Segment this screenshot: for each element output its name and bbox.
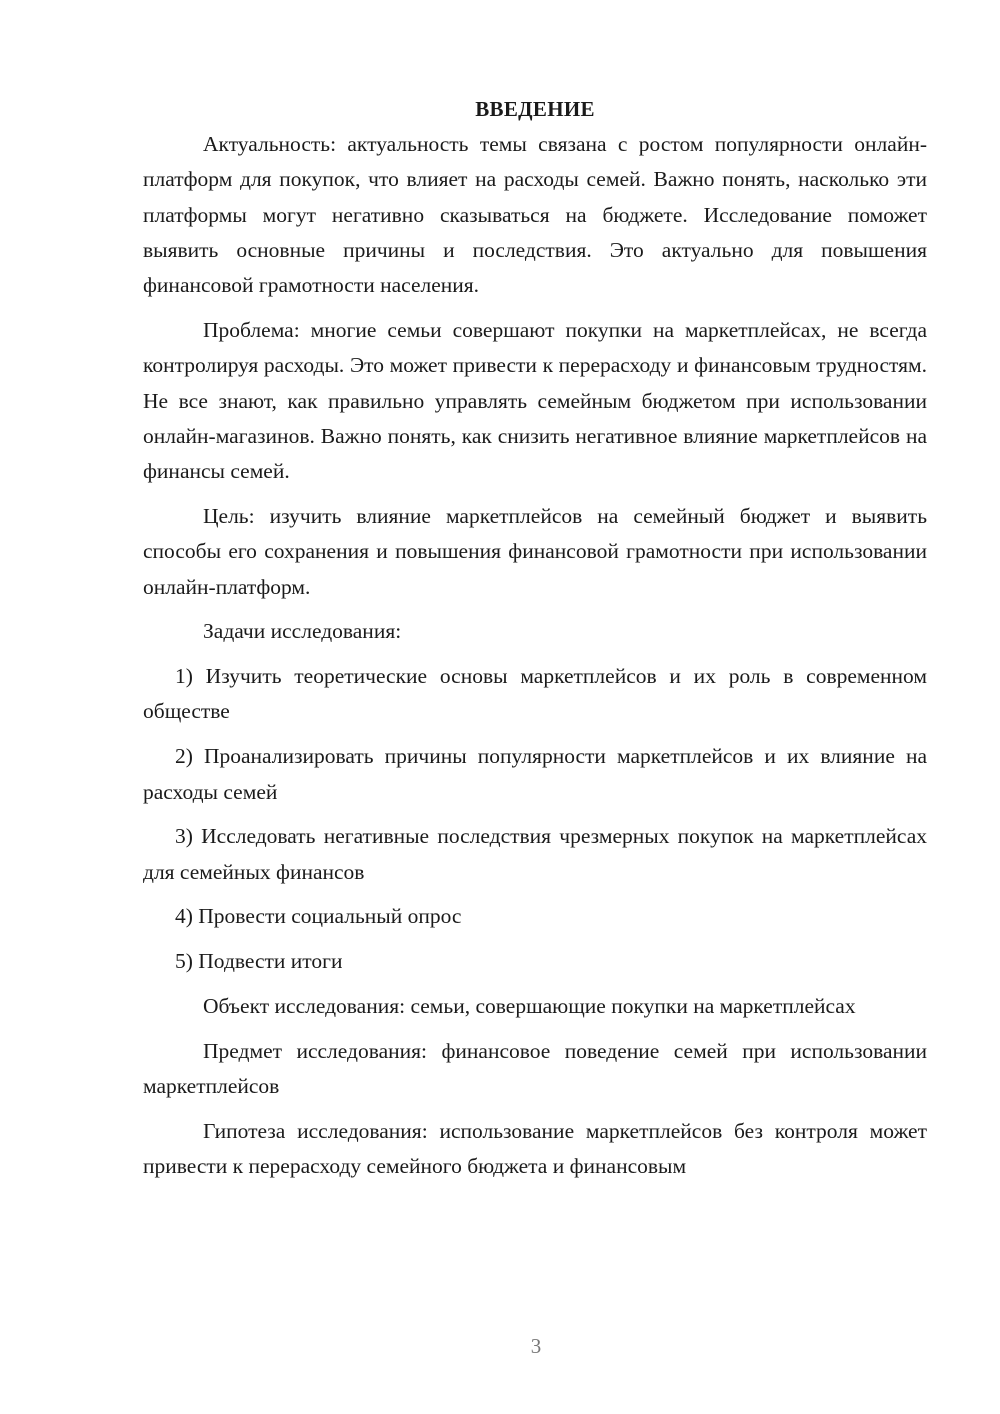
paragraph-hypothesis: Гипотеза исследования: использование маркетплейсов без контроля может привести к перерасходу семейного бюджета и финансовым xyxy=(143,1118,927,1179)
page-number: 3 xyxy=(530,1334,542,1358)
paragraph-goal: Цель: изучить влияние маркетплейсов на семейный бюджет и выявить способы его сохранения и повышения финансовой грамотности при использовании онлайн-платформ. xyxy=(143,503,927,599)
task-item-4: 4) Провести социальный опрос xyxy=(175,904,462,929)
task-item-1: 1) Изучить теоретические основы маркетплейсов и их роль в современном обществе xyxy=(143,664,927,724)
paragraph-object: Объект исследования: семьи, совершающие покупки на маркетплейсах xyxy=(203,994,856,1019)
paragraph-tasks-heading: Задачи исследования: xyxy=(203,619,402,644)
page-content xyxy=(143,92,927,1185)
paragraph-subject: Предмет исследования: финансовое поведение семей при использовании маркетплейсов xyxy=(143,1038,927,1099)
task-item-3: 3) Исследовать негативные последствия чрезмерных покупок на маркетплейсах для семейных финансов xyxy=(143,824,927,884)
task-item-2: 2) Проанализировать причины популярности маркетплейсов и их влияние на расходы семей xyxy=(143,744,927,804)
paragraph-relevance: Актуальность: актуальность темы связана с ростом популярности онлайн-платформ для покупок, что влияет на расходы семей. Важно понять, насколько эти платформы могут негативно сказываться на бюджете. Исследование поможет выявить основные причины и последствия. Это актуально для повышения финансовой грамотности населения. xyxy=(143,132,927,298)
task-item-5: 5) Подвести итоги xyxy=(175,949,343,974)
paragraph-problem: Проблема: многие семьи совершают покупки на маркетплейсах, не всегда контролируя расходы. Это может привести к перерасходу и финансовым трудностям. Не все знают, как правильно управлять семейным бюджетом при использовании онлайн-магазинов. Важно понять, как снизить негативное влияние маркетплейсов на финансы семей. xyxy=(143,317,927,484)
section-title: ВВЕДЕНИЕ xyxy=(475,97,595,121)
